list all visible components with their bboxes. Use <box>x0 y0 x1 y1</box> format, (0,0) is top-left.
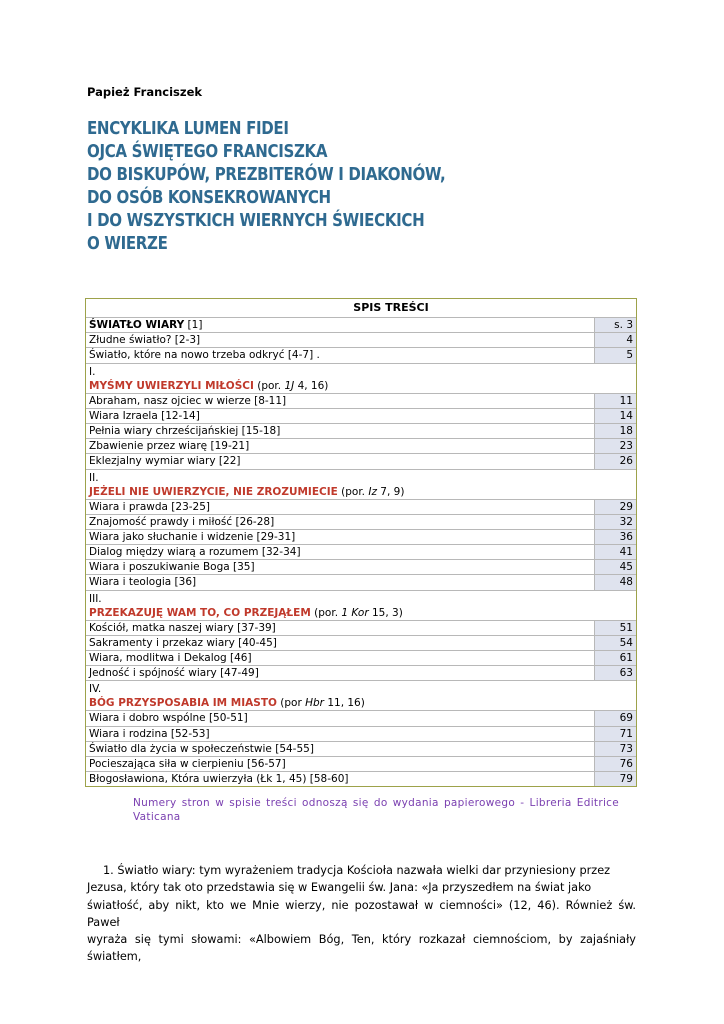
toc-page-number: 73 <box>594 742 636 756</box>
toc-section-header <box>86 680 636 710</box>
toc-row <box>86 559 636 574</box>
toc-entry-label: Wiara i dobro wspólne [50-51] <box>89 712 248 725</box>
toc-entry-label: Błogosławiona, Która uwierzyła (Łk 1, 45) [58-60] <box>89 773 349 786</box>
pagination-note: Numery stron w spisie treści odnoszą się do wydania papierowego - Libreria Editrice Vaticana <box>133 797 619 823</box>
toc-row <box>86 499 636 514</box>
toc-section-ref-book: 1 Kor <box>341 606 369 619</box>
toc-page-number: 23 <box>594 439 636 453</box>
body-line: światłość, aby nikt, kto we Mnie wierzy, nie pozostawał w ciemności» (12, 46). Również św. Paweł <box>87 898 636 929</box>
table-of-contents <box>85 298 637 787</box>
toc-row <box>86 529 636 544</box>
toc-section-header <box>86 469 636 499</box>
toc-page-number: 54 <box>594 636 636 650</box>
toc-entry-label: Pełnia wiary chrześcijańskiej [15-18] <box>89 424 281 437</box>
toc-page-number: 76 <box>594 757 636 771</box>
toc-row <box>86 317 636 332</box>
toc-page-number: 4 <box>594 333 636 347</box>
toc-page-number: 5 <box>594 348 636 362</box>
toc-row <box>86 347 636 362</box>
toc-page-number: 29 <box>594 500 636 514</box>
toc-entry-label: Abraham, nasz ojciec w wierze [8-11] <box>89 394 287 407</box>
toc-section-ref: (por <box>276 697 306 710</box>
toc-section-number: II. <box>89 471 99 484</box>
toc-page-number: 71 <box>594 727 636 741</box>
body-line: Jezusa, który tak oto przedstawia się w Ewangelii św. Jana: «Ja przyszedłem na świat jako <box>87 881 592 895</box>
toc-entry-label: Wiara i teologia [36] <box>89 576 197 589</box>
toc-page-number: 45 <box>594 560 636 574</box>
toc-body <box>86 317 636 786</box>
toc-entry-label: Zbawienie przez wiarę [19-21] <box>89 440 250 453</box>
toc-entry-text: Złudne światło? [2-3] <box>89 334 201 347</box>
toc-section-title-line <box>89 606 636 620</box>
toc-page-number: 41 <box>594 545 636 559</box>
toc-section-title: MYŚMY UWIERZYLI MIŁOŚCI <box>89 379 254 392</box>
title-line: O WIERZE <box>87 234 168 254</box>
toc-section-ref-book: 1J <box>284 379 295 392</box>
toc-page-number: 11 <box>594 394 636 408</box>
toc-row <box>86 650 636 665</box>
title-line: DO OSÓB KONSEKROWANYCH <box>87 188 331 208</box>
toc-row <box>86 741 636 756</box>
toc-entry-label: Światło dla życia w społeczeństwie [54-55] <box>89 742 314 755</box>
title-line: ENCYKLIKA LUMEN FIDEI <box>87 119 289 139</box>
toc-row <box>86 771 636 786</box>
toc-section-title-line <box>89 485 636 499</box>
body-text <box>87 862 636 966</box>
toc-section-title: PRZEKAZUJĘ WAM TO, CO PRZEJĄŁEM <box>89 606 311 619</box>
toc-entry-label <box>86 348 594 362</box>
toc-row <box>86 453 636 468</box>
toc-heading: SPIS TREŚCI <box>353 301 429 314</box>
toc-page-number: 79 <box>594 772 636 786</box>
toc-entry-label: Wiara i rodzina [52-53] <box>89 727 210 740</box>
toc-section-header <box>86 590 636 620</box>
toc-section-title: BÓG PRZYSPOSABIA IM MIASTO <box>89 697 277 710</box>
toc-page-number: 32 <box>594 515 636 529</box>
toc-section-ref: (por. <box>310 606 342 619</box>
toc-section-title: JEŻELI NIE UWIERZYCIE, NIE ZROZUMIECIE <box>89 485 338 498</box>
toc-entry-label: Wiara jako słuchanie i widzenie [29-31] <box>89 530 296 543</box>
toc-row <box>86 620 636 635</box>
toc-row <box>86 408 636 423</box>
toc-page-number: 61 <box>594 651 636 665</box>
body-line: wyraża się tymi słowami: «Albowiem Bóg, Ten, który rozkazał ciemnościom, by zajaśniały światłem, <box>87 933 636 964</box>
toc-page-number: 26 <box>594 454 636 468</box>
toc-row <box>86 574 636 589</box>
toc-page-number: 14 <box>594 409 636 423</box>
toc-page-number: 48 <box>594 575 636 589</box>
toc-section-title-line <box>89 696 636 710</box>
toc-section-ref-book: Iz <box>368 485 377 498</box>
toc-entry-label <box>86 333 594 347</box>
toc-entry-label: Wiara i poszukiwanie Boga [35] <box>89 561 255 574</box>
author-name: Papież Franciszek <box>87 85 203 99</box>
toc-entry-label: Kościół, matka naszej wiary [37-39] <box>89 621 276 634</box>
toc-section-ref: (por. <box>337 485 369 498</box>
toc-entry-label: Znajomość prawdy i miłość [26-28] <box>89 515 275 528</box>
toc-section-ref: 11, 16) <box>324 697 365 710</box>
title-line: DO BISKUPÓW, PREZBITERÓW I DIAKONÓW, <box>87 165 446 185</box>
toc-row <box>86 393 636 408</box>
body-line: 1. Światło wiary: tym wyrażeniem tradycja Kościoła nazwała wielki dar przyniesiony przez <box>103 864 611 877</box>
toc-row <box>86 332 636 347</box>
toc-row <box>86 635 636 650</box>
toc-page-number: 36 <box>594 530 636 544</box>
toc-entry-label: Eklezjalny wymiar wiary [22] <box>89 455 241 468</box>
toc-row <box>86 438 636 453</box>
toc-row <box>86 710 636 725</box>
toc-section-header <box>86 363 636 393</box>
toc-entry-label: Wiara i prawda [23-25] <box>89 500 210 513</box>
toc-row <box>86 726 636 741</box>
toc-row <box>86 756 636 771</box>
document-title <box>87 118 445 256</box>
toc-entry-label: Wiara, modlitwa i Dekalog [46] <box>89 652 252 664</box>
toc-section-ref: (por. <box>253 379 285 392</box>
toc-entry-label: Pocieszająca siła w cierpieniu [56-57] <box>89 757 286 770</box>
toc-row <box>86 514 636 529</box>
toc-section-number: III. <box>89 592 102 605</box>
toc-section-number: I. <box>89 365 96 378</box>
toc-page-number: 63 <box>594 666 636 680</box>
toc-row <box>86 544 636 559</box>
title-line: I DO WSZYSTKICH WIERNYCH ŚWIECKICH <box>87 211 425 231</box>
toc-row <box>86 665 636 680</box>
toc-entry-label: Wiara Izraela [12-14] <box>89 409 200 422</box>
toc-section-ref: 4, 16) <box>294 379 329 392</box>
toc-section-number: IV. <box>89 683 102 696</box>
toc-entry-text: Światło, które na nowo trzeba odkryć [4-7] . <box>89 349 320 362</box>
toc-entry-label: Dialog między wiarą a rozumem [32-34] <box>89 546 301 559</box>
toc-section-ref: 7, 9) <box>376 485 405 498</box>
toc-entry-heading: ŚWIATŁO WIARY <box>89 319 185 331</box>
toc-section-title-line <box>89 379 636 393</box>
toc-section-ref: 15, 3) <box>368 606 403 619</box>
title-line: OJCA ŚWIĘTEGO FRANCISZKA <box>87 142 328 162</box>
toc-page-number: 69 <box>594 711 636 725</box>
toc-entry-label <box>86 318 594 332</box>
toc-row <box>86 423 636 438</box>
toc-page-number: 51 <box>594 621 636 635</box>
toc-page-number: 18 <box>594 424 636 438</box>
toc-page-number: s. 3 <box>594 318 636 332</box>
toc-entry-text: [1] <box>184 319 203 331</box>
toc-section-ref-book: Hbr <box>305 697 324 710</box>
toc-entry-label: Sakramenty i przekaz wiary [40-45] <box>89 636 277 649</box>
toc-entry-label: Jedność i spójność wiary [47-49] <box>89 667 259 680</box>
